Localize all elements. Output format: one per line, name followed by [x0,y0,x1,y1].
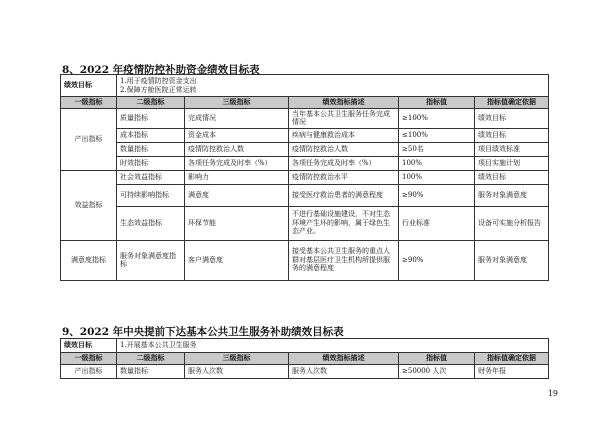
table-cell: 100% [399,156,475,170]
table-cell: 项目实施计划 [475,156,549,170]
table-cell: ≥100% [399,108,475,128]
level1-indicator: 产出指标 [61,364,117,378]
page-number: 19 [547,389,558,398]
table-cell: 疫情防控救治水平 [289,170,399,184]
table-cell: 完成情况 [185,108,289,128]
table-cell: ≤100% [399,128,475,142]
table-row [61,184,549,206]
table-row [61,364,549,378]
table-row [61,206,549,240]
table-cell: 可持续影响指标 [117,184,185,206]
table-cell: 客户满意度 [185,240,289,280]
table-cell: 设备可实施分析报告 [475,206,549,240]
table-cell: ≥50000 人次 [399,364,475,378]
column-header: 一级指标 [61,97,117,109]
column-header: 指标值确定依据 [475,353,549,365]
goal-line: 1.开展基本公共卫生服务 [120,341,197,350]
column-header: 绩效指标描述 [289,97,399,109]
table-cell: 服务对象满意度 [475,184,549,206]
table-row [61,142,549,156]
table-cell: 绩效目标 [475,128,549,142]
header-row [61,97,549,109]
table-row [61,240,549,280]
table-row [61,128,549,142]
column-header: 一级指标 [61,353,117,365]
table-cell: 各项任务完成及时率（%） [289,156,399,170]
table-cell: 生态效益指标 [117,206,185,240]
column-header: 指标值 [399,353,475,365]
table-cell: 当年基本公共卫生服务任务完成情况 [289,108,399,128]
level1-indicator: 产出指标 [61,108,117,170]
goal-line: 1.用于疫情防控资金支出 [120,77,197,85]
table2 [60,338,549,379]
table-cell: 服务人次数 [289,364,399,378]
table-cell: 服务人次数 [185,364,289,378]
table-cell: 行业标准 [399,206,475,240]
goal-content [117,75,549,97]
column-header: 三级指标 [185,353,289,365]
column-header: 指标值 [399,97,475,109]
table-cell: 环保节能 [185,206,289,240]
table-cell: 疫情防控救治人数 [289,142,399,156]
goal-line: 2.保障方舱医院正常运转 [120,85,197,94]
column-header: 三级指标 [185,97,289,109]
table-cell: ≥90% [399,240,475,280]
column-header: 二级指标 [117,353,185,365]
table-cell: 数量指标 [117,364,185,378]
table-cell: 服务对象满意度 [475,240,549,280]
table-row [61,156,549,170]
column-header: 二级指标 [117,97,185,109]
table-cell: 社会效益指标 [117,170,185,184]
level1-indicator: 效益指标 [61,170,117,240]
table-cell: 服务对象满意度指标 [117,240,185,280]
table-cell: 质量指标 [117,108,185,128]
table-cell: 各项任务完成及时率（%） [185,156,289,170]
header-row [61,353,549,365]
goal-row [61,339,549,353]
table-cell: 资金成本 [185,128,289,142]
table-cell: 影响力 [185,170,289,184]
table-cell: ≥50名 [399,142,475,156]
goal-content [117,339,549,353]
goal-label: 绩效目标 [61,75,117,97]
table2-title: 9、2022 年中央提前下达基本公共卫生服务补助绩效目标表 [62,326,344,338]
table-row [61,108,549,128]
table-cell: 接受医疗救治患者的满意程度 [289,184,399,206]
table-cell: 绩效目标 [475,108,549,128]
table-cell: 绩效目标 [475,170,549,184]
table-cell: 财务年报 [475,364,549,378]
table-cell: 时效指标 [117,156,185,170]
table1-title: 8、2022 年疫情防控补助资金绩效目标表 [62,64,260,76]
table-cell: 100% [399,170,475,184]
goal-row [61,75,549,97]
level1-indicator: 满意度指标 [61,240,117,280]
table-cell: 成本指标 [117,128,185,142]
table1 [60,74,549,281]
table-cell: 数量指标 [117,142,185,156]
table-cell: 疾病与健康救治成本 [289,128,399,142]
table-row [61,170,549,184]
table-cell: 不进行基础设施建设，不对生态环境产生坏的影响，属于绿色生态产业。 [289,206,399,240]
column-header: 绩效指标描述 [289,353,399,365]
table-cell: 满意度 [185,184,289,206]
table-cell: ≥90% [399,184,475,206]
table-cell: 项目绩效标准 [475,142,549,156]
column-header: 指标值确定依据 [475,97,549,109]
table-cell: 接受基本公共卫生服务的重点人群对基层医疗卫生机构所提供服务的满意程度 [289,240,399,280]
goal-label: 绩效目标 [61,339,117,353]
table-cell: 疫情防控救治人数 [185,142,289,156]
